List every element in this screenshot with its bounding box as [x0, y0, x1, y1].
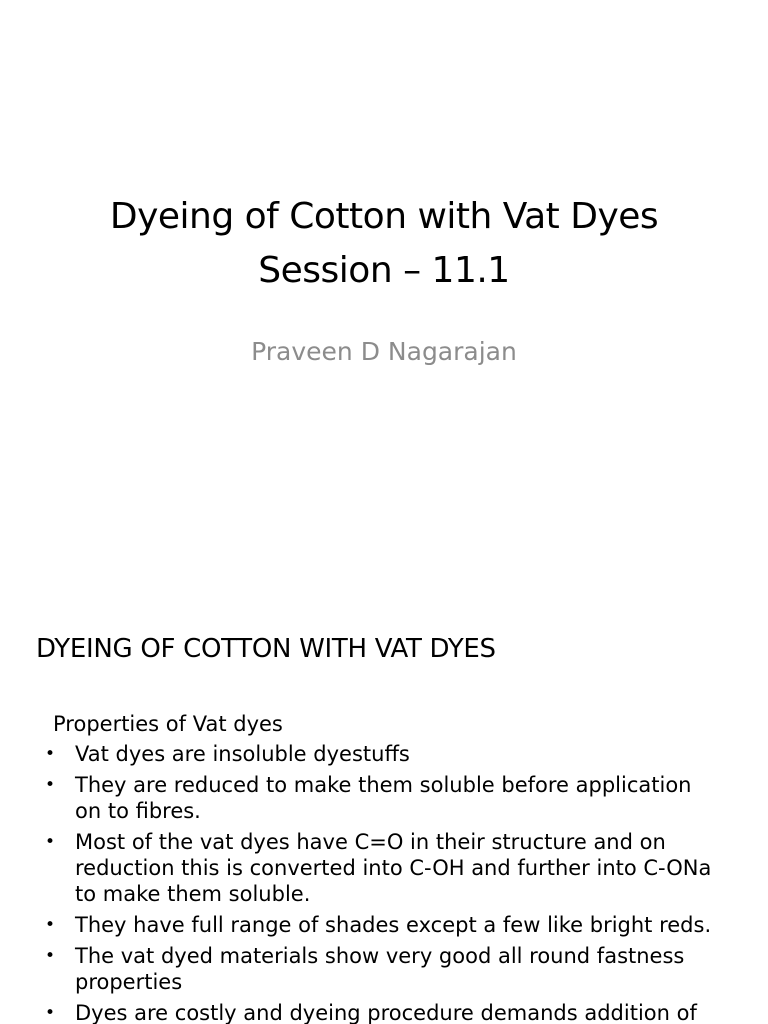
bullet-icon: • [45, 946, 56, 966]
list-item-text: Most of the vat dyes have C=O in their structure and on reduction this is converted into C-OH and further into C-ONa to make them soluble. [75, 830, 712, 906]
slide-body [44, 711, 744, 1024]
bullet-icon: • [45, 832, 56, 852]
author-subtitle: Praveen D Nagarajan [251, 337, 517, 366]
list-item [44, 1000, 744, 1024]
slide-heading: DYEING OF COTTON WITH VAT DYES [36, 634, 496, 664]
list-item-text: Dyes are costly and dyeing procedure demands addition of [75, 1001, 697, 1024]
bullet-icon: • [45, 915, 56, 935]
list-item [44, 772, 744, 824]
bullet-icon: • [45, 1003, 56, 1023]
list-item [44, 943, 744, 995]
title-line-2: Session – 11.1 [258, 250, 510, 291]
list-item-text: Vat dyes are insoluble dyestuffs [75, 742, 410, 766]
bullet-list [44, 741, 744, 1024]
list-item-text: They have full range of shades except a few like bright reds. [75, 913, 712, 937]
list-item-text: They are reduced to make them soluble before application on to fibres. [75, 773, 692, 823]
properties-intro: Properties of Vat dyes [53, 712, 283, 736]
bullet-icon: • [45, 744, 56, 764]
title-line-1: Dyeing of Cotton with Vat Dyes [109, 196, 659, 237]
list-item [44, 829, 744, 907]
bullet-icon: • [45, 775, 56, 795]
list-item-text: The vat dyed materials show very good all round fastness properties [75, 944, 685, 994]
content-slide [0, 576, 768, 1024]
list-item [44, 741, 744, 767]
slide-title [0, 190, 768, 298]
list-item [44, 912, 744, 938]
